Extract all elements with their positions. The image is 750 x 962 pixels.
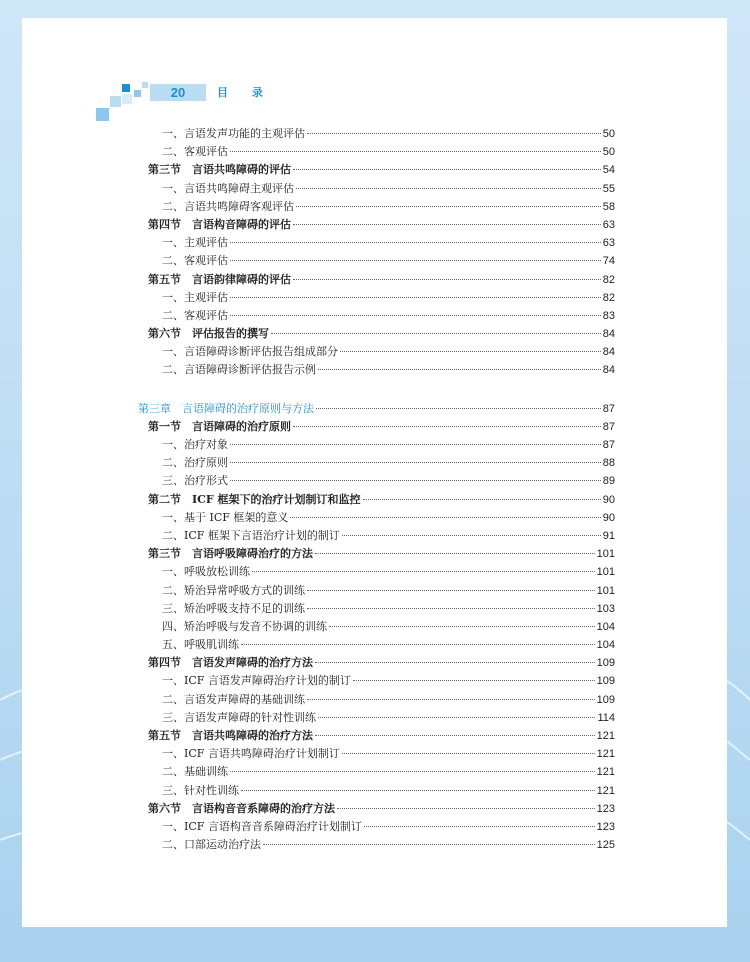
toc-leader-dots	[307, 699, 595, 700]
toc-entry-title: 一、言语障碍诊断评估报告组成部分	[162, 345, 338, 359]
toc-leader-dots	[329, 626, 595, 627]
toc-section-entry[interactable]	[22, 800, 727, 818]
toc-item-entry[interactable]	[22, 234, 727, 252]
toc-leader-dots	[337, 808, 595, 809]
toc-entry-title: 二、客观评估	[162, 254, 228, 268]
toc-page-number: 63	[602, 218, 615, 231]
toc-leader-dots	[293, 169, 601, 170]
toc-page-number: 87	[602, 402, 615, 415]
toc-page-number: 104	[596, 639, 615, 652]
toc-page-number: 125	[596, 839, 615, 852]
toc-page-number: 121	[596, 766, 615, 779]
toc-page-number: 58	[602, 200, 615, 213]
toc-entry-title: 一、治疗对象	[162, 438, 228, 451]
toc-entry-title: 第六节 言语构音音系障碍的治疗方法	[148, 801, 335, 815]
toc-section-entry[interactable]	[22, 325, 727, 343]
toc-page-number: 101	[596, 548, 615, 561]
toc-item-entry[interactable]	[22, 582, 727, 600]
toc-item-entry[interactable]	[22, 361, 727, 379]
toc-entry-title: 第六节 评估报告的撰写	[148, 327, 269, 341]
toc-item-entry[interactable]	[22, 600, 727, 618]
toc-section-entry[interactable]	[22, 491, 727, 509]
toc-item-entry[interactable]	[22, 672, 727, 690]
toc-leader-dots	[230, 444, 601, 445]
toc-leader-dots	[252, 571, 595, 572]
toc-page-number: 123	[596, 802, 615, 815]
toc-item-entry[interactable]	[22, 745, 727, 763]
toc-entry-title: 一、言语发声功能的主观评估	[162, 127, 305, 140]
toc-leader-dots	[318, 369, 601, 370]
toc-entry-title: 第三章 言语障碍的治疗原则与方法	[138, 401, 314, 415]
toc-item-entry[interactable]	[22, 836, 727, 854]
toc-section-entry[interactable]	[22, 271, 727, 289]
toc-entry-title: 一、主观评估	[162, 236, 228, 250]
toc-entry-title: 二、言语障碍诊断评估报告示例	[162, 363, 316, 377]
toc-page-number: 121	[596, 730, 615, 742]
toc-chapter-entry[interactable]	[22, 400, 727, 418]
toc-page-number: 54	[602, 164, 615, 177]
toc-page-number: 109	[596, 675, 615, 688]
toc-leader-dots	[230, 242, 601, 243]
toc-page-number: 84	[602, 346, 615, 359]
toc-section-entry[interactable]	[22, 418, 727, 436]
toc-leader-dots	[271, 333, 601, 334]
toc-leader-dots	[315, 662, 595, 663]
page-number: 20	[150, 84, 206, 101]
toc-leader-dots	[363, 499, 601, 500]
toc-leader-dots	[230, 771, 595, 772]
toc-item-entry[interactable]	[22, 252, 727, 270]
toc-page-number: 88	[602, 457, 615, 470]
section-title: 目 录	[217, 86, 273, 99]
page-header	[22, 18, 727, 118]
toc-entry-title: 第五节 言语共鸣障碍的治疗方法	[148, 729, 313, 742]
toc-entry-title: 二、客观评估	[162, 145, 228, 159]
toc-leader-dots	[307, 133, 601, 134]
toc-page-number: 101	[596, 584, 615, 597]
toc-leader-dots	[293, 426, 601, 427]
toc-page-number: 82	[602, 291, 615, 304]
toc-item-entry[interactable]	[22, 289, 727, 307]
toc-leader-dots	[241, 644, 595, 645]
toc-entry-title: 二、治疗原则	[162, 456, 228, 470]
toc-page-number: 55	[602, 182, 615, 195]
toc-leader-dots	[230, 315, 601, 316]
toc-leader-dots	[230, 260, 601, 261]
toc-page-number: 90	[602, 511, 615, 524]
toc-leader-dots	[316, 408, 601, 409]
toc-leader-dots	[230, 297, 601, 298]
toc-entry-title: 一、ICF 言语发声障碍治疗计划的制订	[162, 674, 351, 688]
toc-block-chapter-3	[22, 400, 727, 855]
toc-page-number: 109	[596, 693, 615, 706]
toc-page-number: 63	[602, 237, 615, 250]
toc-item-entry[interactable]	[22, 198, 727, 216]
toc-page-number: 109	[596, 657, 615, 670]
toc-entry-title: 二、言语共鸣障碍客观评估	[162, 199, 294, 213]
toc-item-entry[interactable]	[22, 472, 727, 490]
toc-item-entry[interactable]	[22, 343, 727, 361]
toc-item-entry[interactable]	[22, 180, 727, 198]
toc-item-entry[interactable]	[22, 818, 727, 836]
toc-leader-dots	[241, 790, 595, 791]
toc-page-number: 83	[602, 309, 615, 322]
toc-block-assessment	[22, 125, 727, 380]
toc-entry-title: 第五节 言语韵律障碍的评估	[148, 272, 291, 286]
toc-entry-title: 第四节 言语构音障碍的评估	[148, 217, 291, 231]
toc-entry-title: 一、ICF 言语构音音系障碍治疗计划制订	[162, 819, 362, 833]
toc-leader-dots	[230, 462, 601, 463]
toc-item-entry[interactable]	[22, 782, 727, 800]
toc-item-entry[interactable]	[22, 454, 727, 472]
toc-page-number: 50	[602, 128, 615, 140]
toc-entry-title: 二、口部运动治疗法	[162, 838, 261, 852]
toc-leader-dots	[296, 206, 601, 207]
toc-entry-title: 四、矫治呼吸与发音不协调的训练	[162, 619, 327, 633]
toc-item-entry[interactable]	[22, 763, 727, 781]
toc-section-entry[interactable]	[22, 727, 727, 745]
toc-leader-dots	[315, 553, 595, 554]
toc-leader-dots	[263, 844, 595, 845]
toc-page-number: 104	[596, 620, 615, 633]
toc-leader-dots	[342, 535, 601, 536]
toc-item-entry[interactable]	[22, 618, 727, 636]
toc-leader-dots	[290, 517, 600, 518]
toc-page-number: 87	[602, 420, 615, 433]
toc-page-number: 91	[602, 529, 615, 542]
toc-item-entry[interactable]	[22, 125, 727, 143]
toc-section-entry[interactable]	[22, 654, 727, 672]
toc-page-number: 89	[602, 475, 615, 488]
toc-page-number: 74	[602, 255, 615, 268]
toc-entry-title: 一、基于 ICF 框架的意义	[162, 510, 289, 524]
toc-entry-title: 三、针对性训练	[162, 783, 239, 797]
toc-leader-dots	[340, 351, 601, 352]
table-of-contents	[22, 125, 727, 854]
toc-leader-dots	[296, 188, 601, 189]
toc-page-number: 123	[596, 820, 615, 833]
toc-entry-title: 三、言语发声障碍的针对性训练	[162, 710, 316, 724]
toc-entry-title: 一、言语共鸣障碍主观评估	[162, 181, 294, 195]
toc-leader-dots	[230, 151, 601, 152]
toc-entry-title: 二、矫治异常呼吸方式的训练	[162, 583, 305, 597]
toc-item-entry[interactable]	[22, 709, 727, 727]
toc-item-entry[interactable]	[22, 527, 727, 545]
toc-entry-title: 二、基础训练	[162, 765, 228, 779]
toc-entry-title: 第一节 言语障碍的治疗原则	[148, 419, 291, 433]
toc-entry-title: 一、呼吸放松训练	[162, 565, 250, 579]
toc-entry-title: 二、言语发声障碍的基础训练	[162, 692, 305, 706]
toc-section-entry[interactable]	[22, 161, 727, 179]
toc-leader-dots	[293, 279, 601, 280]
toc-entry-title: 五、呼吸肌训练	[162, 638, 239, 652]
toc-leader-dots	[353, 680, 595, 681]
toc-entry-title: 一、主观评估	[162, 290, 228, 304]
toc-leader-dots	[318, 717, 595, 718]
toc-item-entry[interactable]	[22, 436, 727, 454]
toc-leader-dots	[315, 735, 595, 736]
toc-entry-title: 一、ICF 言语共鸣障碍治疗计划制订	[162, 747, 340, 761]
toc-page-number: 84	[602, 364, 615, 377]
toc-item-entry[interactable]	[22, 563, 727, 581]
toc-page-number: 103	[596, 602, 615, 615]
toc-leader-dots	[342, 753, 595, 754]
toc-entry-title: 第三节 言语共鸣障碍的评估	[148, 163, 291, 177]
toc-entry-title: 二、ICF 框架下言语治疗计划的制订	[162, 528, 340, 542]
toc-page-number: 101	[596, 566, 615, 579]
toc-page-number: 90	[602, 493, 615, 506]
toc-page-number: 121	[596, 784, 615, 797]
toc-item-entry[interactable]	[22, 691, 727, 709]
toc-leader-dots	[364, 826, 595, 827]
toc-item-entry[interactable]	[22, 307, 727, 325]
toc-page-number: 50	[602, 146, 615, 159]
toc-page-number: 84	[602, 328, 615, 341]
toc-item-entry[interactable]	[22, 509, 727, 527]
toc-leader-dots	[307, 590, 595, 591]
toc-page-number: 82	[602, 273, 615, 286]
toc-entry-title: 三、矫治呼吸支持不足的训练	[162, 601, 305, 615]
toc-item-entry[interactable]	[22, 636, 727, 654]
toc-leader-dots	[293, 224, 601, 225]
toc-entry-title: 第三节 言语呼吸障碍治疗的方法	[148, 547, 313, 561]
toc-leader-dots	[307, 608, 595, 609]
toc-section-entry[interactable]	[22, 216, 727, 234]
toc-item-entry[interactable]	[22, 143, 727, 161]
toc-entry-title: 第二节 ICF 框架下的治疗计划制订和监控	[148, 492, 361, 506]
toc-leader-dots	[230, 480, 601, 481]
document-page	[22, 18, 727, 927]
toc-page-number: 121	[596, 748, 615, 761]
toc-entry-title: 二、客观评估	[162, 308, 228, 322]
toc-page-number: 87	[602, 439, 615, 451]
toc-entry-title: 第四节 言语发声障碍的治疗方法	[148, 656, 313, 670]
toc-section-entry[interactable]	[22, 545, 727, 563]
toc-entry-title: 三、治疗形式	[162, 474, 228, 488]
toc-page-number: 114	[597, 711, 615, 724]
